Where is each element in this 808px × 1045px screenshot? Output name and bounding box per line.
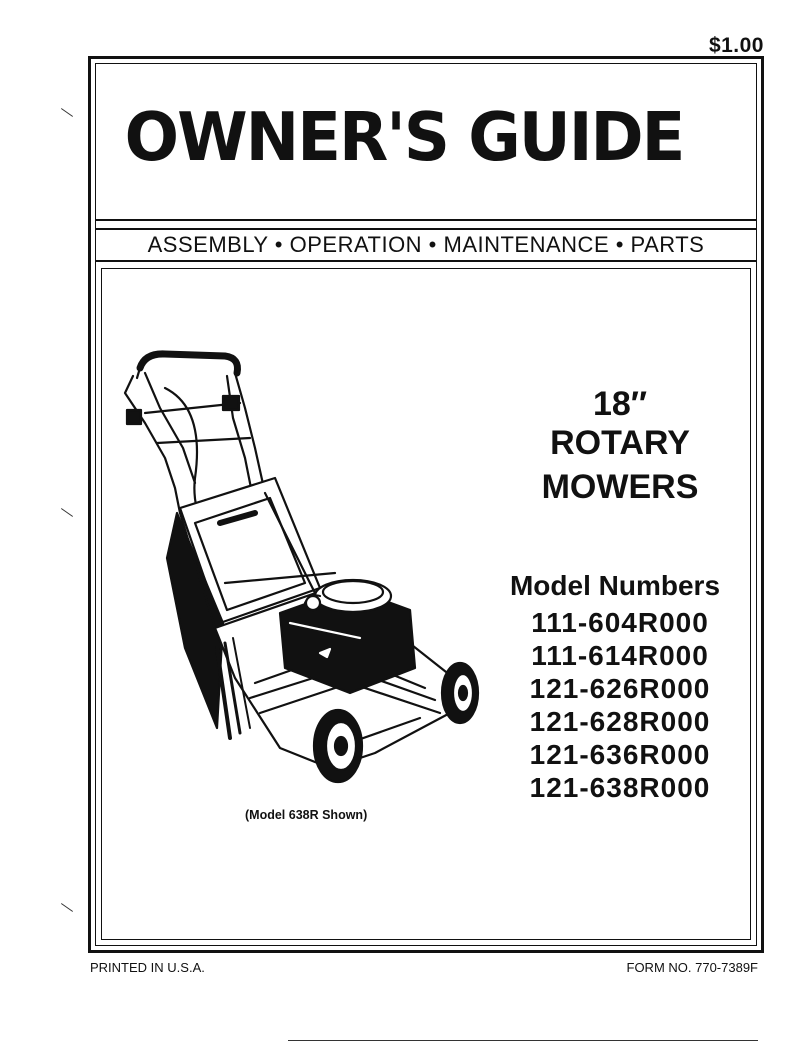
model-number: 121-638R000: [529, 772, 711, 803]
mower-size: 18″: [592, 385, 648, 423]
model-numbers-label: Model Numbers: [509, 570, 721, 601]
scan-mark: [61, 508, 73, 517]
product-type-line1: ROTARY: [550, 424, 690, 462]
form-number-label: FORM NO. 770-7389F: [626, 960, 758, 975]
bottom-rule: [288, 1040, 758, 1041]
guide-title: OWNER'S GUIDE: [124, 99, 684, 177]
illustration-caption: (Model 638R Shown): [245, 808, 368, 822]
model-number: 111-614R000: [531, 640, 709, 671]
product-type-line2: MOWERS: [541, 468, 699, 506]
subtitle-band: [95, 228, 757, 262]
model-number: 121-626R000: [529, 673, 711, 704]
scan-mark: [61, 903, 73, 912]
guide-subtitle: ASSEMBLY • OPERATION • MAINTENANCE • PARTS: [147, 232, 705, 257]
model-number-list: [500, 606, 740, 804]
lawn-mower-illustration: [105, 348, 485, 798]
model-number: 121-636R000: [529, 739, 711, 770]
model-number: 121-628R000: [529, 706, 711, 737]
printed-in-label: PRINTED IN U.S.A.: [90, 960, 205, 975]
price-label: $1.00: [708, 34, 764, 57]
model-number: 111-604R000: [531, 607, 709, 638]
